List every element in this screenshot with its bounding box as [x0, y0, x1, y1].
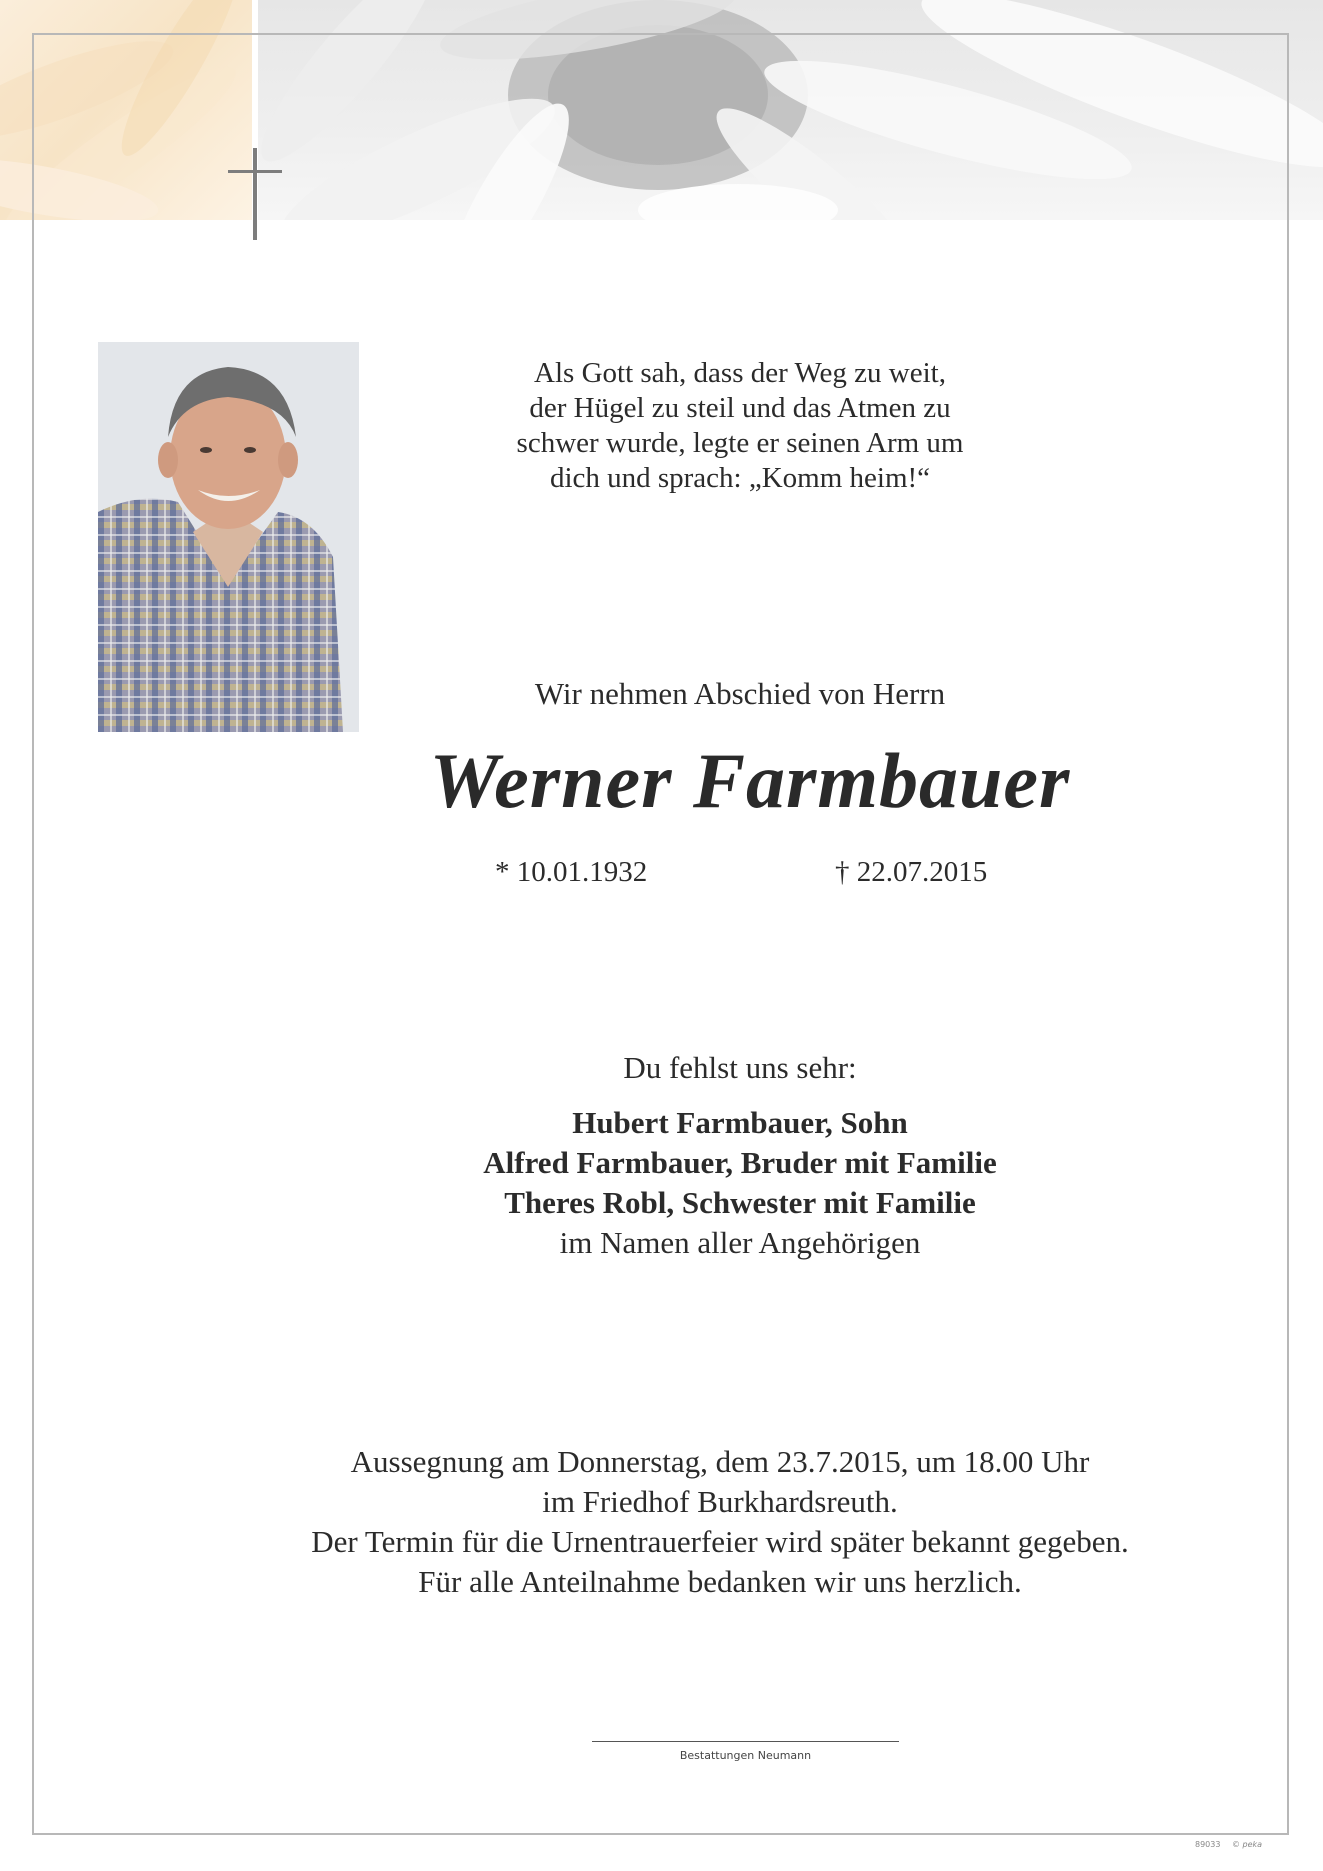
verse [440, 356, 1040, 496]
cross-vertical [253, 148, 257, 240]
print-brand: © peka [1232, 1840, 1263, 1849]
service-info [200, 1442, 1240, 1602]
portrait-photo [98, 342, 359, 732]
family-list [380, 1103, 1100, 1263]
print-code: 89033 [1195, 1840, 1221, 1849]
family-member: Alfred Farmbauer, Bruder mit Familie [483, 1145, 997, 1180]
family-member: Theres Robl, Schwester mit Familie [504, 1185, 976, 1220]
service-line: Aussegnung am Donnerstag, dem 23.7.2015, um 18.00 Uhr [350, 1444, 1090, 1479]
deceased-name: Werner Farmbauer [429, 737, 1071, 824]
birth-date: * 10.01.1932 [495, 856, 648, 888]
portrait-icon [98, 342, 359, 732]
miss-text: Du fehlst uns sehr: [623, 1050, 857, 1085]
verse-line: der Hügel zu steil und das Atmen zu [529, 392, 951, 424]
cross-icon [228, 148, 282, 240]
death-date: † 22.07.2015 [835, 856, 988, 888]
farewell-text: Wir nehmen Abschied von Herrn [534, 676, 946, 711]
cross-horizontal [228, 170, 282, 173]
family-closing: im Namen aller Angehörigen [559, 1225, 921, 1260]
verse-line: dich und sprach: „Komm heim!“ [549, 462, 931, 494]
undertaker-name: Bestattungen Neumann [679, 1749, 812, 1762]
service-line: im Friedhof Burkhardsreuth. [542, 1484, 898, 1519]
service-line: Der Termin für die Urnentrauerfeier wird später bekannt gegeben. [311, 1524, 1129, 1559]
family-member: Hubert Farmbauer, Sohn [572, 1105, 908, 1140]
verse-line: Als Gott sah, dass der Weg zu weit, [534, 357, 946, 389]
verse-line: schwer wurde, legte er seinen Arm um [516, 427, 964, 459]
signature-line [592, 1741, 899, 1742]
service-line: Für alle Anteilnahme bedanken wir uns herzlich. [418, 1564, 1022, 1599]
